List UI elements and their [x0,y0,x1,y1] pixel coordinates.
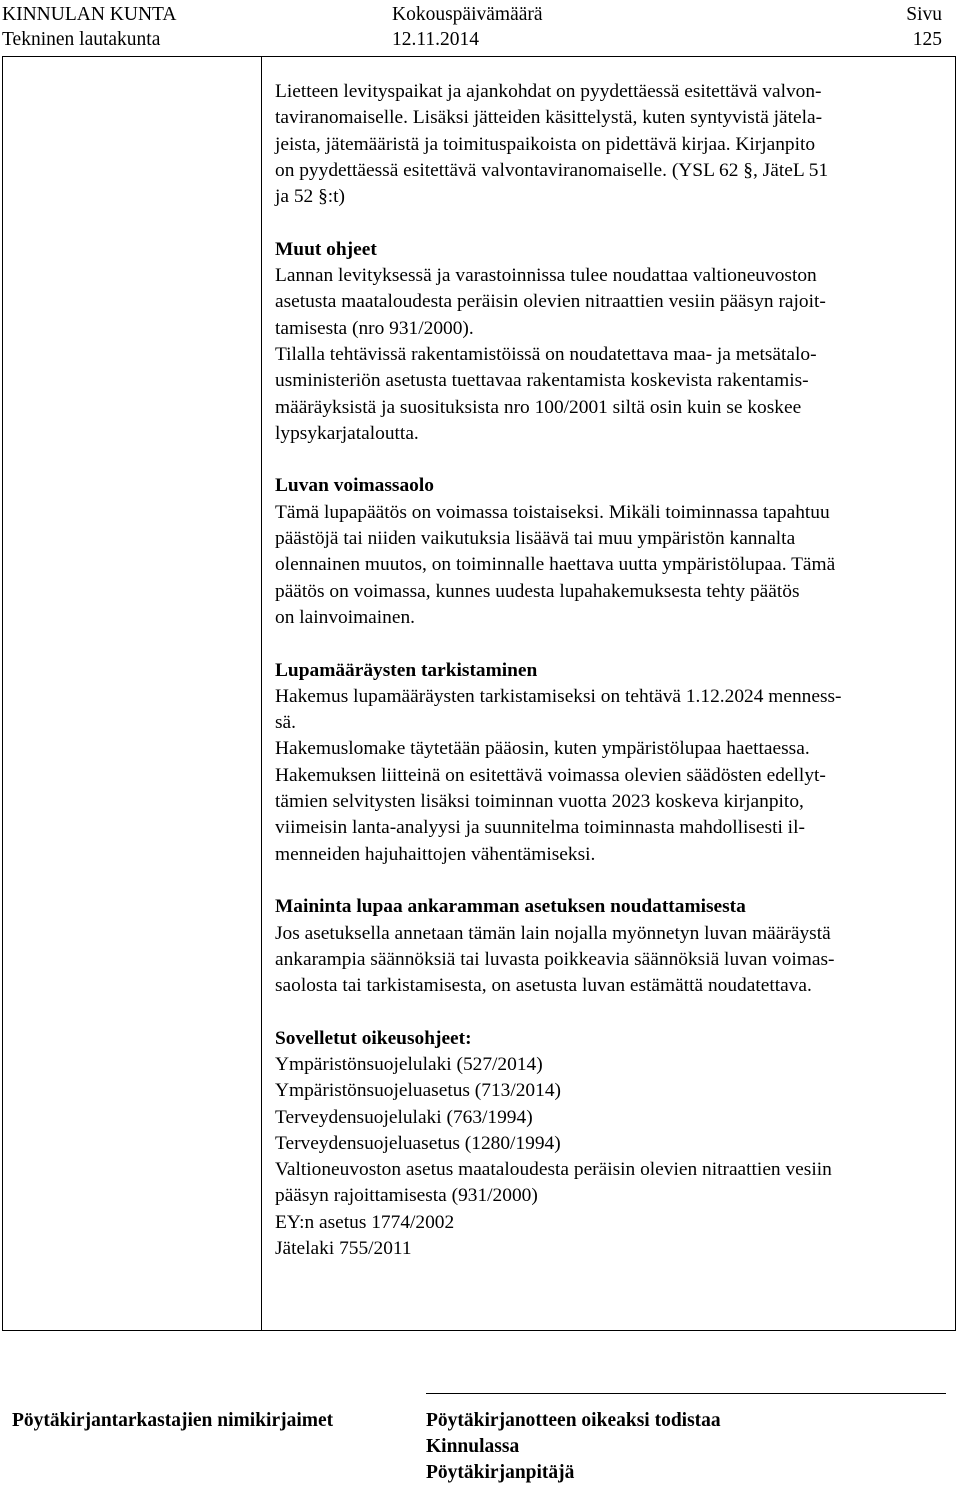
document-body [275,79,945,1262]
body-line: lypsykarjataloutta. [275,422,419,444]
body-line: Hakemus lupamääräysten tarkistamiseksi on tehtävä 1.12.2024 menness- [275,685,842,707]
section-other-instructions [275,237,945,447]
body-line: Ympäristönsuojelulaki (527/2014) [275,1053,543,1075]
section-heading: Luvan voimassaolo [275,475,434,497]
body-line: Ympäristönsuojeluasetus (713/2014) [275,1080,561,1102]
body-line: päätös on voimassa, kunnes uudesta lupahakemuksesta tehty päätös [275,580,800,602]
body-line: on lainvoimainen. [275,606,416,628]
footer-secretary: Pöytäkirjanpitäjä [426,1462,575,1483]
body-line: ankarampia säännöksiä tai luvasta poikkeavia säännöksiä luvan voimas- [275,948,835,970]
page-label: Sivu [906,4,942,25]
body-line: Terveydensuojelulaki (763/1994) [275,1106,533,1128]
body-line: määräyksistä ja suosituksista nro 100/2001 siltä osin kuin se koskee [275,396,802,418]
board-name: Tekninen lautakunta [2,29,161,50]
organization-name: KINNULAN KUNTA [2,4,177,25]
section-sludge-records [275,79,945,210]
body-line: taviranomaiselle. Lisäksi jätteiden käsittelystä, kuten syntyvistä jätela- [275,107,823,129]
footer-inspector-initials: Pöytäkirjantarkastajien nimikirjaimet [12,1410,334,1431]
body-line: ja 52 §:t) [275,186,346,208]
body-line: tämien selvitysten lisäksi toiminnan vuotta 2023 koskeva kirjanpito, [275,791,804,813]
body-line: jeista, jätemääristä ja toimituspaikoista on pidettävä kirjaa. Kirjanpito [275,133,816,155]
section-permit-review [275,658,945,868]
body-line: pääsyn rajoittamisesta (931/2000) [275,1185,538,1207]
page-number: 125 [912,29,942,50]
body-line: tamisesta (nro 931/2000). [275,317,474,339]
body-line: Hakemuksen liitteinä on esitettävä voimassa olevien säädösten edellyt- [275,764,826,786]
body-line: on pyydettäessä esitettävä valvontaviranomaiselle. (YSL 62 §, JäteL 51 [275,159,829,181]
section-stricter-regulation [275,894,945,999]
section-heading: Muut ohjeet [275,238,377,260]
body-line: Lannan levityksessä ja varastoinnissa tulee noudattaa valtioneuvoston [275,265,817,287]
page-header [0,0,960,56]
signature-line [426,1393,946,1394]
section-permit-validity [275,473,945,631]
body-line: usministeriön asetusta tuettavaa rakentamista koskevista rakentamis- [275,370,809,392]
body-line: sä. [275,712,297,734]
meeting-date: 12.11.2014 [392,29,480,50]
section-applied-law [275,1026,945,1263]
body-line: asetusta maataloudesta peräisin olevien nitraattien vesiin pääsyn rajoit- [275,291,826,313]
body-line: Jätelaki 755/2011 [275,1238,412,1260]
body-line: viimeisin lanta-analyysi ja suunnitelma toiminnasta mahdollisesti il- [275,817,805,839]
meeting-date-label: Kokouspäivämäärä [392,4,543,25]
body-line: Lietteen levityspaikat ja ajankohdat on pyydettäessä esitettävä valvon- [275,81,822,102]
body-line: saolosta tai tarkistamisesta, on asetusta luvan estämättä noudatettava. [275,975,812,997]
section-heading: Lupamääräysten tarkistaminen [275,659,538,681]
column-divider [261,57,262,1330]
body-line: Jos asetuksella annetaan tämän lain nojalla myönnetyn luvan määräystä [275,922,831,944]
section-heading: Sovelletut oikeusohjeet: [275,1027,472,1049]
body-line: menneiden hajuhaittojen vähentämiseksi. [275,843,596,865]
footer-place: Kinnulassa [426,1436,520,1457]
footer-certification: Pöytäkirjanotteen oikeaksi todistaa [426,1410,721,1431]
body-line: olennainen muutos, on toiminnalle haettava uutta ympäristölupaa. Tämä [275,554,836,576]
body-line: Terveydensuojeluasetus (1280/1994) [275,1132,561,1154]
body-line: EY:n asetus 1774/2002 [275,1211,455,1233]
body-line: Valtioneuvoston asetus maataloudesta peräisin olevien nitraattien vesiin [275,1159,832,1181]
body-line: Hakemuslomake täytetään pääosin, kuten ympäristölupaa haettaessa. [275,738,810,760]
body-line: Tämä lupapäätös on voimassa toistaiseksi. Mikäli toiminnassa tapahtuu [275,501,830,523]
body-line: päästöjä tai niiden vaikutuksia lisäävä tai muu ympäristön kannalta [275,528,796,550]
body-line: Tilalla tehtävissä rakentamistöissä on noudatettava maa- ja metsätalo- [275,343,817,365]
section-heading: Maininta lupaa ankaramman asetuksen noudattamisesta [275,896,746,918]
